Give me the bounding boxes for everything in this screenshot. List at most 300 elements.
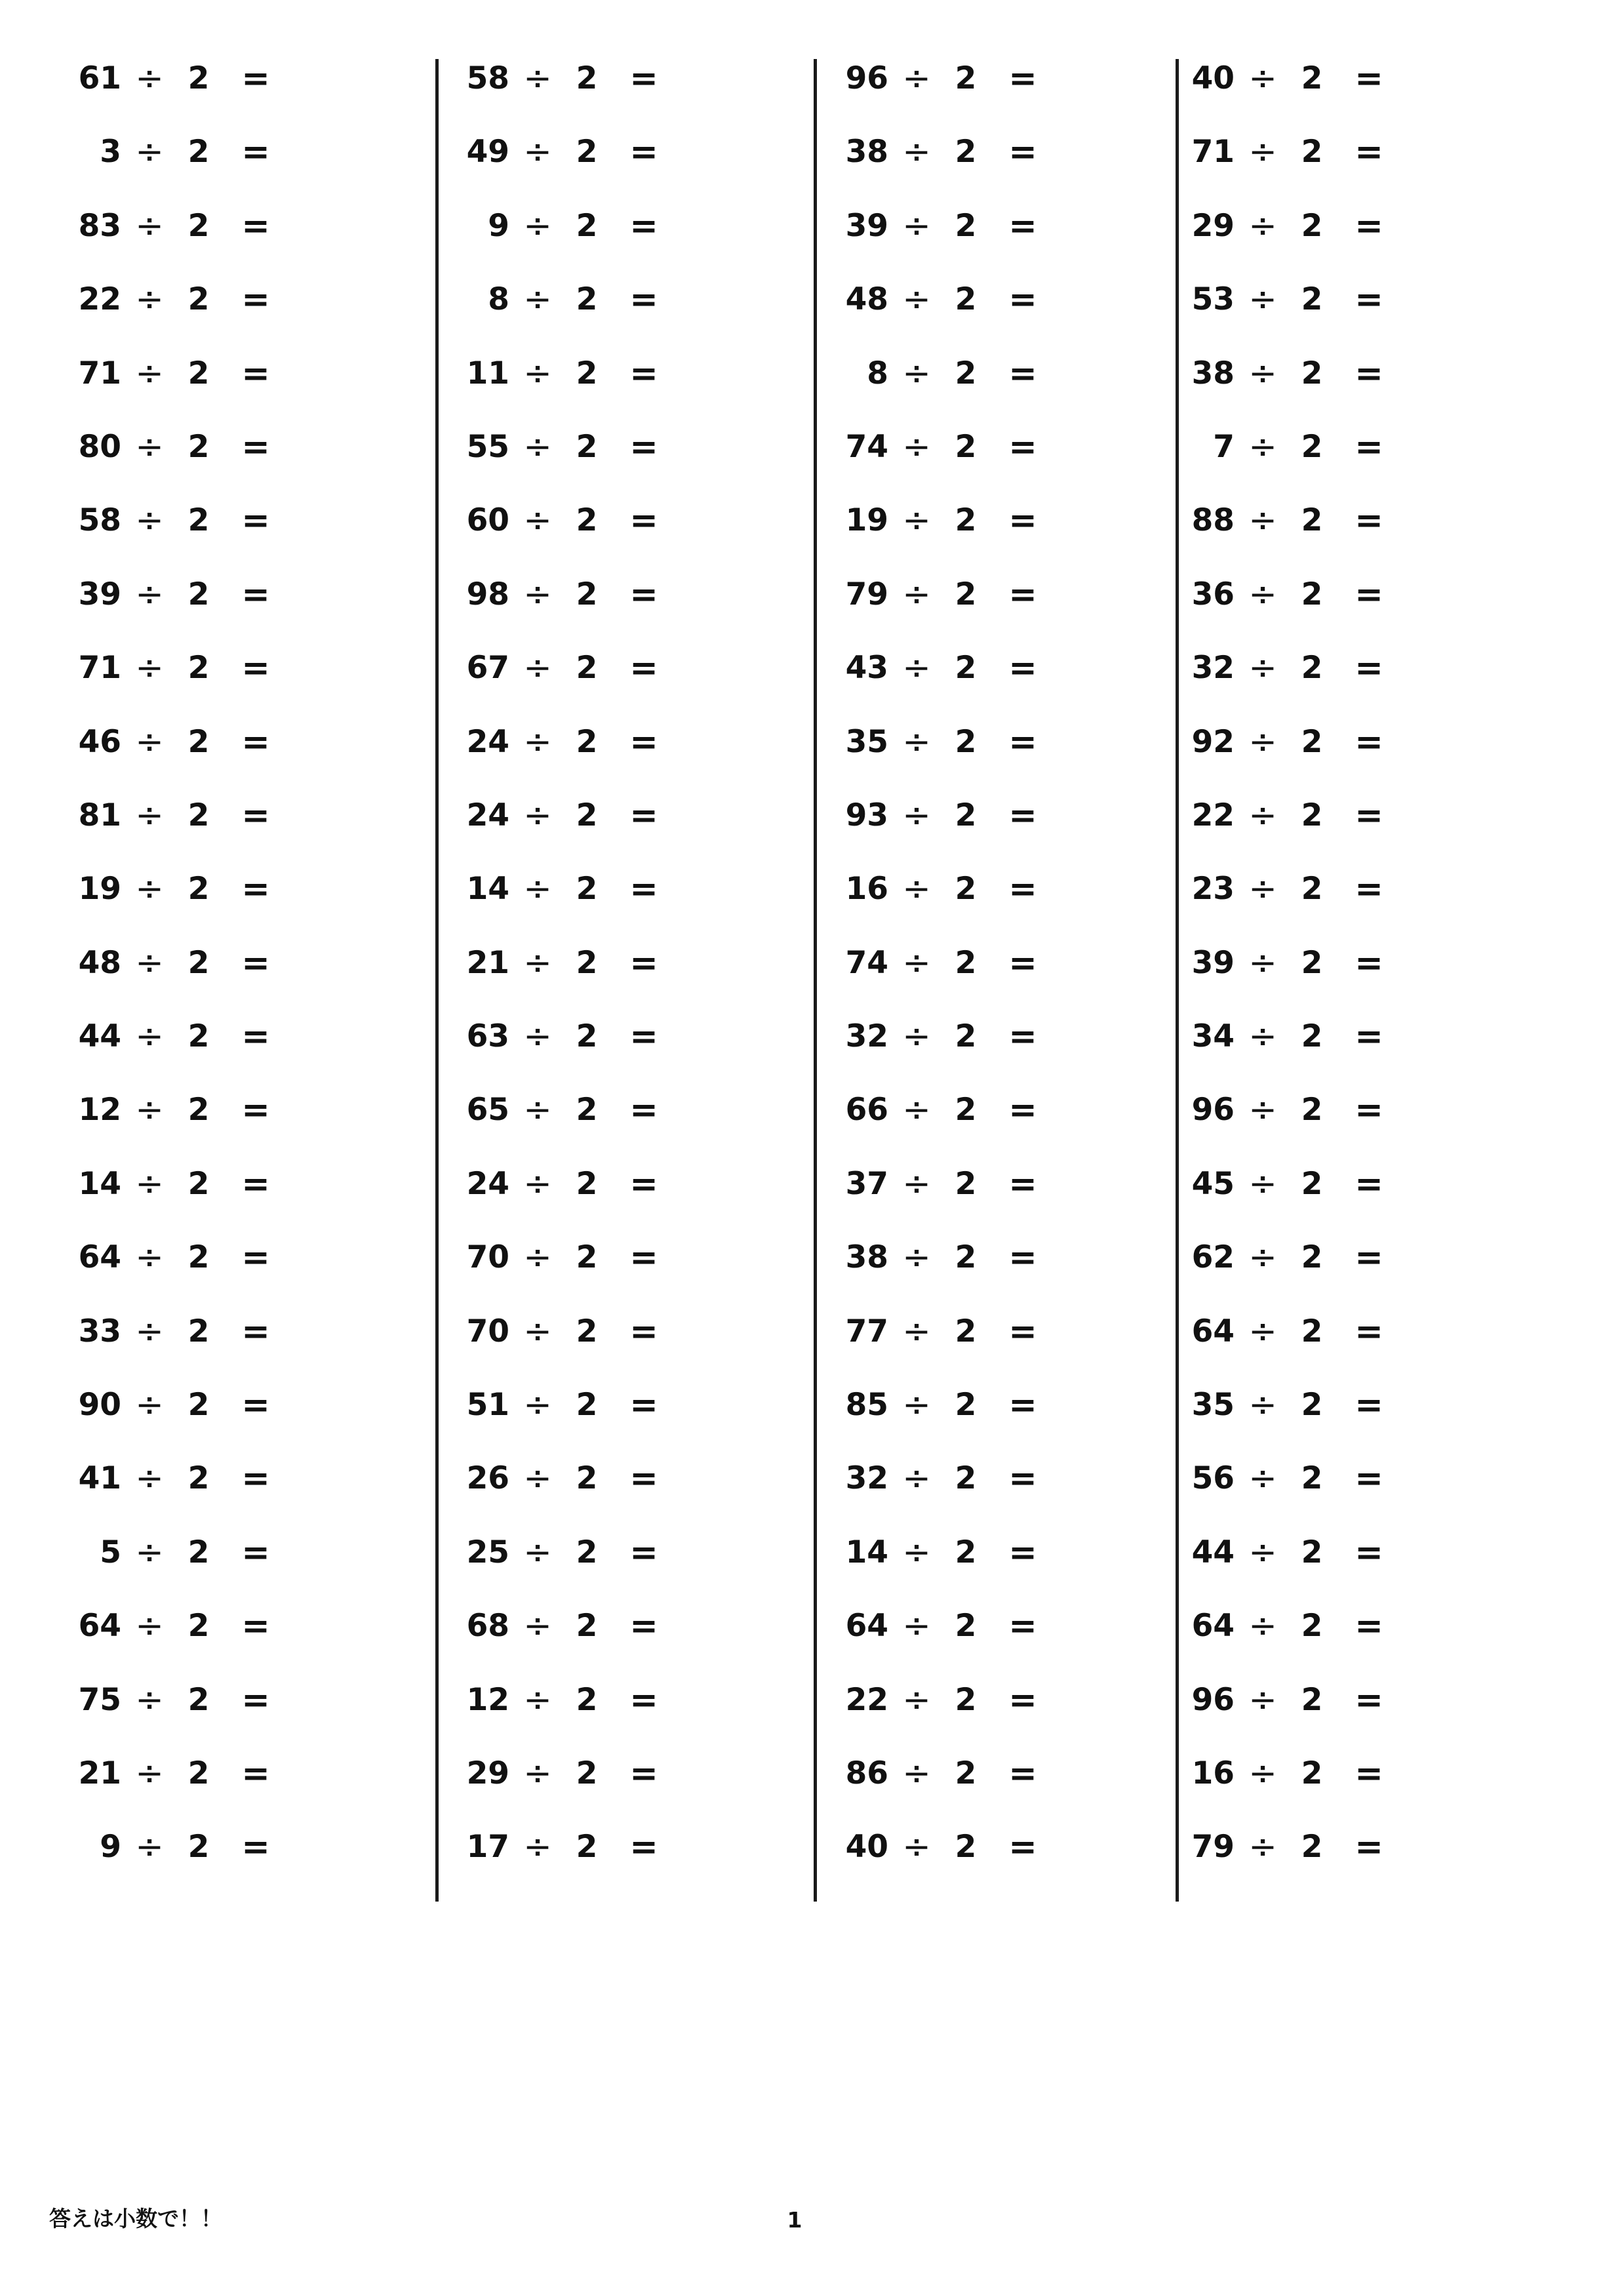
divisor: 2 (576, 944, 598, 981)
division-sign: ÷ (902, 1827, 931, 1867)
dividend: 29 (466, 1755, 509, 1791)
division-problem (836, 1153, 1111, 1226)
division-sign: ÷ (902, 1680, 931, 1720)
equals-sign: = (1008, 1386, 1037, 1426)
equals-sign: = (241, 353, 270, 393)
equals-sign: = (1355, 722, 1383, 762)
dividend: 40 (1191, 60, 1235, 96)
division-problem (836, 637, 1111, 710)
equals-sign: = (1355, 1827, 1383, 1867)
division-problem (69, 1079, 344, 1152)
divisor: 2 (955, 428, 977, 465)
dividend: 12 (466, 1681, 509, 1718)
divisor: 2 (1301, 723, 1323, 760)
divisor: 2 (955, 1460, 977, 1497)
division-sign: ÷ (1248, 1606, 1277, 1646)
equals-sign: = (1355, 132, 1383, 172)
division-sign: ÷ (1248, 1090, 1277, 1130)
division-sign: ÷ (1248, 1164, 1277, 1204)
equals-sign: = (629, 1606, 658, 1646)
divisor: 2 (1301, 1681, 1323, 1718)
dividend: 79 (1191, 1829, 1235, 1866)
divisor: 2 (188, 1239, 210, 1276)
divisor: 2 (1301, 576, 1323, 612)
dividend: 9 (100, 1829, 121, 1866)
equals-sign: = (241, 1532, 270, 1572)
division-problem (457, 784, 732, 858)
equals-sign: = (1008, 1532, 1037, 1572)
equals-sign: = (1355, 1606, 1383, 1646)
division-problem (69, 784, 344, 858)
divisor: 2 (955, 281, 977, 318)
dividend: 70 (466, 1239, 509, 1276)
equals-sign: = (629, 649, 658, 688)
division-sign: ÷ (135, 206, 164, 246)
division-sign: ÷ (523, 353, 552, 393)
dividend: 21 (78, 1755, 121, 1791)
equals-sign: = (1355, 1459, 1383, 1499)
dividend: 64 (78, 1608, 121, 1645)
dividend: 68 (466, 1608, 509, 1645)
equals-sign: = (241, 1386, 270, 1426)
division-sign: ÷ (1248, 649, 1277, 688)
division-problem (836, 1300, 1111, 1374)
equals-sign: = (1355, 574, 1383, 614)
division-sign: ÷ (1248, 1386, 1277, 1426)
division-sign: ÷ (902, 1238, 931, 1278)
division-problem (836, 858, 1111, 931)
dividend: 44 (78, 1018, 121, 1055)
equals-sign: = (1355, 649, 1383, 688)
division-sign: ÷ (902, 1386, 931, 1426)
equals-sign: = (629, 132, 658, 172)
divisor: 2 (955, 1239, 977, 1276)
division-sign: ÷ (1248, 1017, 1277, 1057)
division-problem (1182, 1521, 1457, 1595)
division-problem (69, 1300, 344, 1374)
equals-sign: = (241, 1606, 270, 1646)
equals-sign: = (241, 722, 270, 762)
division-problem (836, 1374, 1111, 1447)
equals-sign: = (1355, 206, 1383, 246)
division-problem (69, 1005, 344, 1079)
dividend: 64 (1191, 1608, 1235, 1645)
dividend: 48 (78, 944, 121, 981)
division-problem (836, 784, 1111, 858)
equals-sign: = (1008, 1459, 1037, 1499)
division-problem (457, 932, 732, 1005)
division-sign: ÷ (1248, 1827, 1277, 1867)
divisor: 2 (955, 207, 977, 244)
equals-sign: = (1355, 280, 1383, 320)
dividend: 56 (1191, 1460, 1235, 1497)
equals-sign: = (241, 1459, 270, 1499)
divisor: 2 (1301, 871, 1323, 908)
division-problem (69, 858, 344, 931)
divisor: 2 (1301, 1608, 1323, 1645)
divisor: 2 (576, 428, 598, 465)
division-problem (457, 1005, 732, 1079)
division-problem (69, 563, 344, 637)
dividend: 49 (466, 134, 509, 170)
division-problem (1182, 1816, 1457, 1889)
page-number: 1 (787, 2207, 802, 2233)
division-sign: ÷ (1248, 1532, 1277, 1572)
problem-column-1 (69, 47, 344, 1890)
division-sign: ÷ (135, 574, 164, 614)
divisor: 2 (188, 797, 210, 833)
dividend: 8 (488, 281, 509, 318)
equals-sign: = (629, 1017, 658, 1057)
equals-sign: = (1355, 1753, 1383, 1793)
division-sign: ÷ (902, 722, 931, 762)
divisor: 2 (576, 1239, 598, 1276)
dividend: 65 (466, 1092, 509, 1128)
dividend: 34 (1191, 1018, 1235, 1055)
dividend: 22 (845, 1681, 888, 1718)
division-sign: ÷ (1248, 1680, 1277, 1720)
division-problem (457, 47, 732, 121)
division-problem (1182, 1153, 1457, 1226)
equals-sign: = (1008, 206, 1037, 246)
division-problem (836, 1226, 1111, 1300)
equals-sign: = (1008, 574, 1037, 614)
division-sign: ÷ (135, 132, 164, 172)
division-problem (836, 932, 1111, 1005)
division-sign: ÷ (1248, 427, 1277, 467)
division-sign: ÷ (135, 280, 164, 320)
equals-sign: = (241, 132, 270, 172)
division-problem (69, 637, 344, 710)
dividend: 92 (1191, 723, 1235, 760)
equals-sign: = (241, 943, 270, 983)
dividend: 60 (466, 502, 509, 539)
divisor: 2 (955, 576, 977, 612)
divisor: 2 (188, 281, 210, 318)
divisor: 2 (576, 1829, 598, 1866)
equals-sign: = (241, 501, 270, 541)
divisor: 2 (1301, 355, 1323, 391)
equals-sign: = (241, 59, 270, 98)
equals-sign: = (241, 649, 270, 688)
equals-sign: = (1008, 59, 1037, 98)
dividend: 88 (1191, 502, 1235, 539)
dividend: 23 (1191, 871, 1235, 908)
divisor: 2 (576, 502, 598, 539)
equals-sign: = (1355, 869, 1383, 909)
dividend: 21 (466, 944, 509, 981)
division-sign: ÷ (902, 427, 931, 467)
division-problem (1182, 1226, 1457, 1300)
division-sign: ÷ (523, 1017, 552, 1057)
divisor: 2 (955, 1755, 977, 1791)
divisor: 2 (955, 871, 977, 908)
dividend: 19 (845, 502, 888, 539)
dividend: 58 (78, 502, 121, 539)
divisor: 2 (188, 207, 210, 244)
division-problem (1182, 1669, 1457, 1742)
divisor: 2 (1301, 1460, 1323, 1497)
equals-sign: = (241, 1090, 270, 1130)
equals-sign: = (1355, 427, 1383, 467)
dividend: 64 (845, 1608, 888, 1645)
division-problem (69, 1153, 344, 1226)
divisor: 2 (188, 502, 210, 539)
dividend: 98 (466, 576, 509, 612)
division-sign: ÷ (902, 206, 931, 246)
divisor: 2 (955, 355, 977, 391)
division-sign: ÷ (135, 943, 164, 983)
division-problem (1182, 342, 1457, 416)
equals-sign: = (1008, 501, 1037, 541)
division-problem (69, 342, 344, 416)
equals-sign: = (1008, 1311, 1037, 1351)
equals-sign: = (1008, 280, 1037, 320)
divisor: 2 (188, 650, 210, 687)
dividend: 3 (100, 134, 121, 170)
division-problem (836, 121, 1111, 194)
problem-column-4 (1182, 47, 1457, 1890)
divisor: 2 (955, 1165, 977, 1202)
dividend: 61 (78, 60, 121, 96)
equals-sign: = (241, 1238, 270, 1278)
division-problem (69, 1816, 344, 1889)
dividend: 38 (1191, 355, 1235, 391)
dividend: 70 (466, 1313, 509, 1349)
division-sign: ÷ (523, 1753, 552, 1793)
division-sign: ÷ (523, 649, 552, 688)
dividend: 29 (1191, 207, 1235, 244)
division-sign: ÷ (135, 722, 164, 762)
division-problem (457, 121, 732, 194)
division-sign: ÷ (902, 943, 931, 983)
dividend: 62 (1191, 1239, 1235, 1276)
divisor: 2 (1301, 1313, 1323, 1349)
division-problem (457, 1447, 732, 1521)
dividend: 35 (845, 723, 888, 760)
divisor: 2 (576, 1755, 598, 1791)
divisor: 2 (576, 207, 598, 244)
dividend: 8 (867, 355, 888, 391)
dividend: 24 (466, 1165, 509, 1202)
equals-sign: = (629, 1090, 658, 1130)
equals-sign: = (1355, 1164, 1383, 1204)
division-sign: ÷ (1248, 1238, 1277, 1278)
division-problem (836, 1816, 1111, 1889)
division-sign: ÷ (523, 1532, 552, 1572)
equals-sign: = (1355, 795, 1383, 835)
division-sign: ÷ (135, 1386, 164, 1426)
division-problem (457, 1300, 732, 1374)
division-problem (457, 1079, 732, 1152)
division-sign: ÷ (135, 795, 164, 835)
division-sign: ÷ (902, 1753, 931, 1793)
equals-sign: = (629, 501, 658, 541)
division-sign: ÷ (523, 1459, 552, 1499)
division-sign: ÷ (902, 574, 931, 614)
division-sign: ÷ (902, 280, 931, 320)
equals-sign: = (241, 1680, 270, 1720)
division-problem (69, 416, 344, 489)
divisor: 2 (188, 60, 210, 96)
divisor: 2 (188, 1092, 210, 1128)
division-problem (69, 1374, 344, 1447)
divisor: 2 (1301, 60, 1323, 96)
division-sign: ÷ (135, 1459, 164, 1499)
division-sign: ÷ (523, 1386, 552, 1426)
equals-sign: = (629, 1827, 658, 1867)
equals-sign: = (629, 869, 658, 909)
division-problem (457, 342, 732, 416)
division-sign: ÷ (523, 1680, 552, 1720)
division-problem (836, 711, 1111, 784)
division-sign: ÷ (1248, 132, 1277, 172)
equals-sign: = (1008, 132, 1037, 172)
dividend: 39 (845, 207, 888, 244)
dividend: 22 (1191, 797, 1235, 833)
dividend: 90 (78, 1387, 121, 1424)
division-problem (1182, 858, 1457, 931)
dividend: 32 (845, 1460, 888, 1497)
division-problem (1182, 563, 1457, 637)
division-problem (457, 1816, 732, 1889)
divisor: 2 (576, 1387, 598, 1424)
divisor: 2 (576, 723, 598, 760)
equals-sign: = (1355, 1238, 1383, 1278)
dividend: 58 (466, 60, 509, 96)
division-problem (836, 416, 1111, 489)
division-problem (457, 1153, 732, 1226)
division-problem (1182, 1742, 1457, 1816)
division-sign: ÷ (523, 722, 552, 762)
division-problem (836, 342, 1111, 416)
divisor: 2 (576, 355, 598, 391)
division-sign: ÷ (135, 1090, 164, 1130)
dividend: 24 (466, 797, 509, 833)
division-sign: ÷ (902, 1532, 931, 1572)
column-divider-3 (1176, 59, 1179, 1902)
division-sign: ÷ (523, 1606, 552, 1646)
division-sign: ÷ (1248, 501, 1277, 541)
dividend: 86 (845, 1755, 888, 1791)
division-sign: ÷ (135, 501, 164, 541)
divisor: 2 (188, 1018, 210, 1055)
division-sign: ÷ (135, 649, 164, 688)
divisor: 2 (188, 871, 210, 908)
division-sign: ÷ (135, 1606, 164, 1646)
equals-sign: = (629, 1680, 658, 1720)
division-problem (1182, 268, 1457, 342)
dividend: 33 (78, 1313, 121, 1349)
divisor: 2 (188, 1387, 210, 1424)
dividend: 96 (845, 60, 888, 96)
division-problem (836, 563, 1111, 637)
division-problem (457, 1374, 732, 1447)
division-sign: ÷ (1248, 574, 1277, 614)
division-sign: ÷ (1248, 280, 1277, 320)
division-sign: ÷ (523, 132, 552, 172)
division-problem (1182, 1300, 1457, 1374)
division-sign: ÷ (135, 1680, 164, 1720)
division-sign: ÷ (523, 280, 552, 320)
division-problem (69, 1669, 344, 1742)
dividend: 93 (845, 797, 888, 833)
divisor: 2 (576, 650, 598, 687)
division-problem (836, 195, 1111, 268)
dividend: 39 (1191, 944, 1235, 981)
division-problem (69, 489, 344, 563)
division-problem (1182, 47, 1457, 121)
equals-sign: = (1008, 1606, 1037, 1646)
dividend: 38 (845, 1239, 888, 1276)
dividend: 71 (1191, 134, 1235, 170)
division-sign: ÷ (523, 943, 552, 983)
divisor: 2 (1301, 1755, 1323, 1791)
division-sign: ÷ (135, 1532, 164, 1572)
division-sign: ÷ (902, 1090, 931, 1130)
equals-sign: = (1008, 1680, 1037, 1720)
equals-sign: = (629, 1238, 658, 1278)
equals-sign: = (241, 795, 270, 835)
equals-sign: = (1008, 943, 1037, 983)
divisor: 2 (1301, 797, 1323, 833)
division-sign: ÷ (902, 1017, 931, 1057)
division-sign: ÷ (523, 1238, 552, 1278)
equals-sign: = (241, 1164, 270, 1204)
division-problem (69, 1226, 344, 1300)
division-sign: ÷ (902, 132, 931, 172)
equals-sign: = (629, 795, 658, 835)
divisor: 2 (188, 1829, 210, 1866)
dividend: 12 (78, 1092, 121, 1128)
equals-sign: = (629, 1386, 658, 1426)
division-sign: ÷ (1248, 1753, 1277, 1793)
equals-sign: = (1355, 1090, 1383, 1130)
equals-sign: = (629, 1164, 658, 1204)
divisor: 2 (1301, 1018, 1323, 1055)
division-sign: ÷ (523, 869, 552, 909)
problem-column-3 (836, 47, 1111, 1890)
divisor: 2 (576, 134, 598, 170)
divisor: 2 (576, 1460, 598, 1497)
dividend: 39 (78, 576, 121, 612)
equals-sign: = (1008, 1164, 1037, 1204)
division-sign: ÷ (135, 869, 164, 909)
division-sign: ÷ (1248, 943, 1277, 983)
divisor: 2 (1301, 1165, 1323, 1202)
dividend: 14 (78, 1165, 121, 1202)
division-sign: ÷ (135, 1164, 164, 1204)
equals-sign: = (1355, 1017, 1383, 1057)
division-sign: ÷ (135, 1753, 164, 1793)
divisor: 2 (576, 576, 598, 612)
dividend: 24 (466, 723, 509, 760)
divisor: 2 (955, 1387, 977, 1424)
division-sign: ÷ (1248, 206, 1277, 246)
division-problem (836, 1595, 1111, 1668)
equals-sign: = (629, 427, 658, 467)
division-sign: ÷ (1248, 869, 1277, 909)
equals-sign: = (1008, 1753, 1037, 1793)
dividend: 35 (1191, 1387, 1235, 1424)
equals-sign: = (1355, 943, 1383, 983)
equals-sign: = (1008, 649, 1037, 688)
equals-sign: = (1355, 59, 1383, 98)
dividend: 64 (78, 1239, 121, 1276)
divisor: 2 (576, 1681, 598, 1718)
dividend: 53 (1191, 281, 1235, 318)
equals-sign: = (241, 869, 270, 909)
